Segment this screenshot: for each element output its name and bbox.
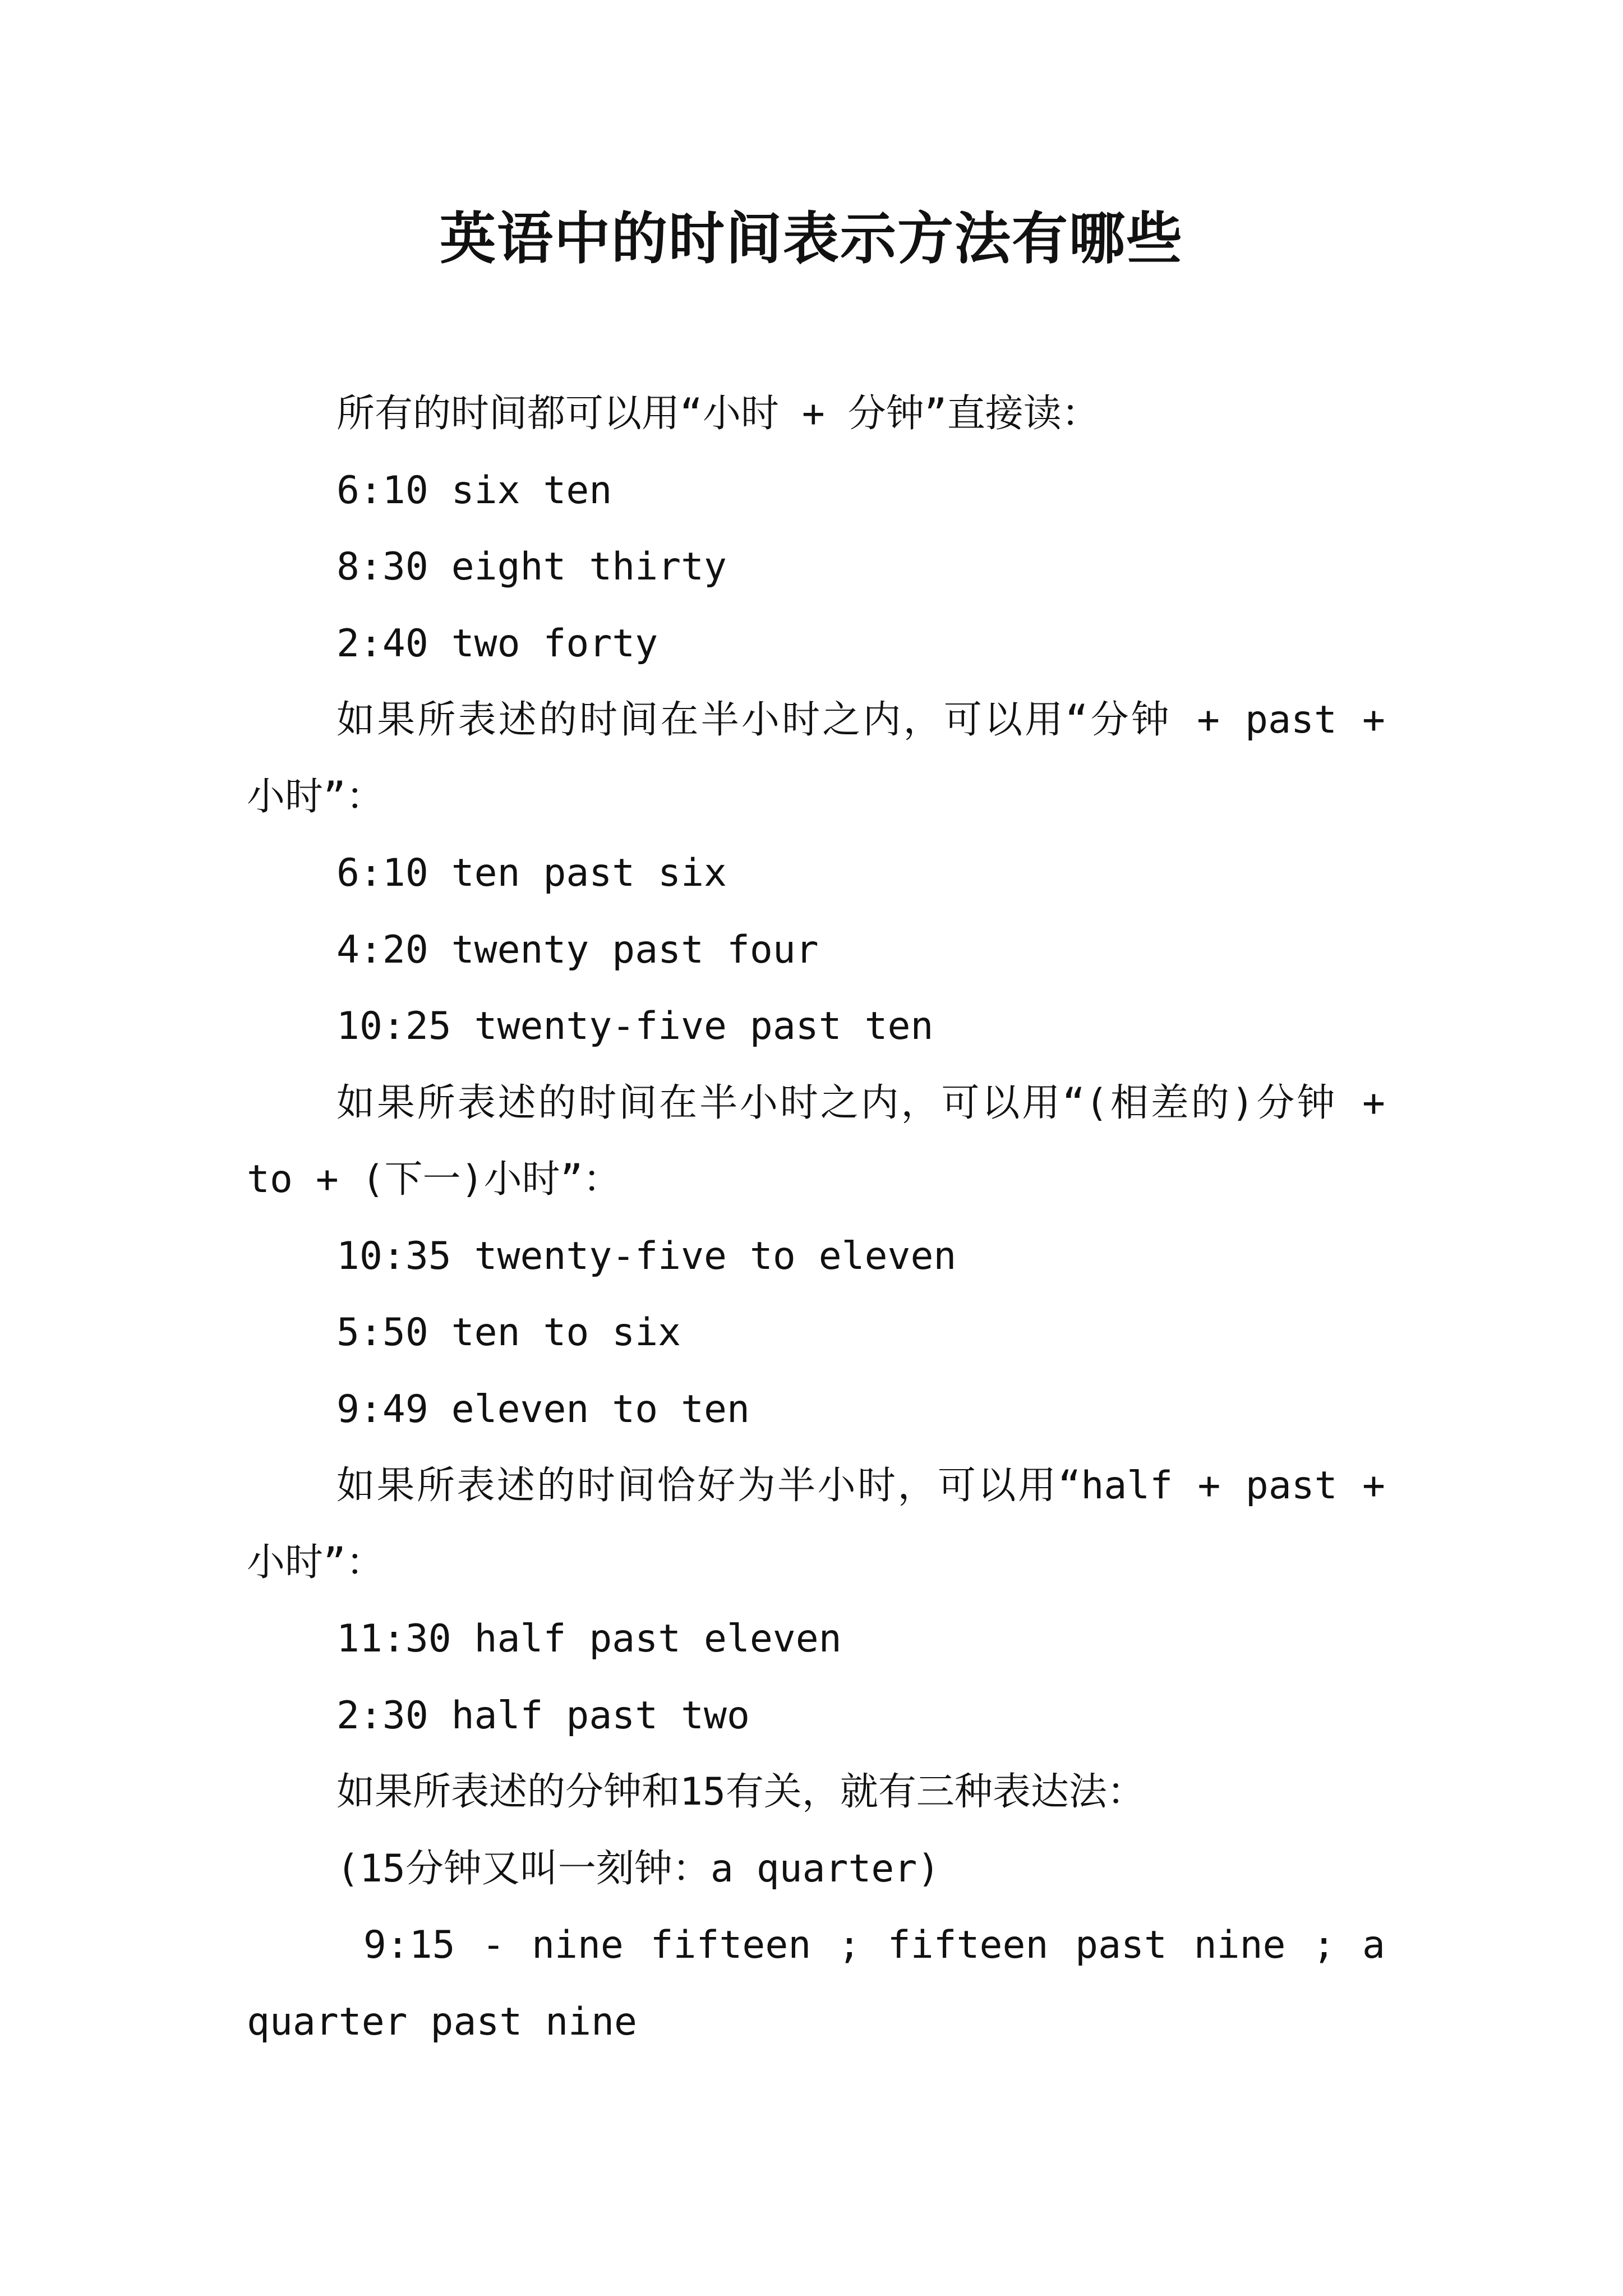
paragraph-line: 11:30 half past eleven bbox=[336, 1617, 842, 1661]
paragraph-line: 6:10 six ten bbox=[336, 468, 612, 513]
document-title: 英语中的时间表示方法有哪些 bbox=[440, 205, 1183, 272]
paragraph-line: 如果所表述的时间恰好为半小时，可以用“half + past + 小时”： bbox=[247, 1464, 1408, 1585]
paragraph-line: 10:25 twenty-five past ten bbox=[336, 1004, 934, 1048]
paragraph-line: 5:50 ten to six bbox=[336, 1310, 681, 1355]
paragraph-line: 如果所表述的分钟和15有关，就有三种表达法： bbox=[336, 1770, 1145, 1814]
paragraph-line: 10:35 twenty-five to eleven bbox=[336, 1234, 957, 1278]
paragraph-line: 2:40 two forty bbox=[336, 621, 658, 666]
paragraph-line: 如果所表述的时间在半小时之内，可以用“(相差的)分钟 + to + (下一)小时”： bbox=[247, 1080, 1408, 1202]
paragraph-line: (15分钟又叫一刻钟：a quarter) bbox=[336, 1846, 940, 1891]
paragraph-line: 9:49 eleven to ten bbox=[336, 1387, 750, 1432]
paragraph-line: 2:30 half past two bbox=[336, 1693, 750, 1738]
paragraph-line: 6:10 ten past six bbox=[336, 851, 727, 895]
paragraph-line: 8:30 eight thirty bbox=[336, 545, 727, 589]
paragraph-line: 9:15 - nine fifteen ; fifteen past nine ; a quarter past nine bbox=[247, 1923, 1408, 2044]
paragraph-line: 所有的时间都可以用“小时 + 分钟”直接读： bbox=[336, 392, 1100, 436]
paragraph-line: 如果所表述的时间在半小时之内，可以用“分钟 + past + 小时”： bbox=[247, 698, 1408, 819]
paragraph-line: 4:20 twenty past four bbox=[336, 927, 819, 972]
document-body bbox=[247, 376, 1408, 2060]
